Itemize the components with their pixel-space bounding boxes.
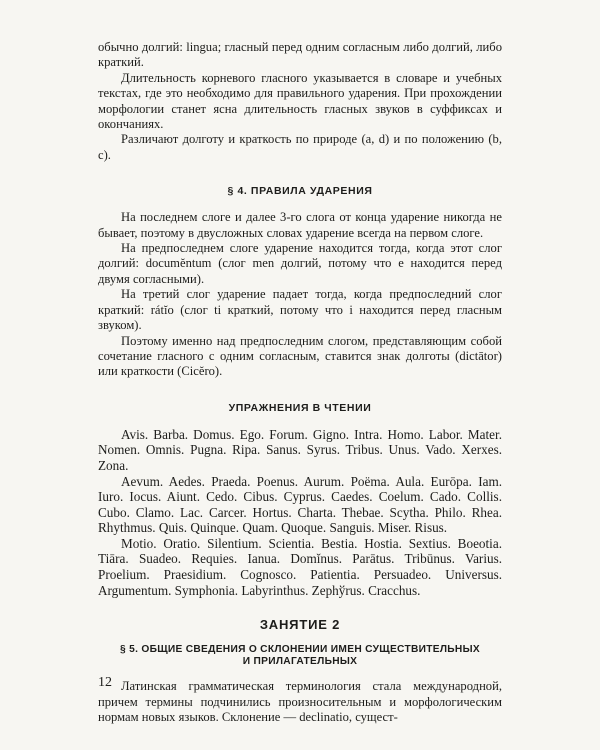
paragraph-top-3: Различают долготу и краткость по природе (а, d) и по положению (b, с). (98, 132, 502, 162)
exercises-heading: УПРАЖНЕНИЯ В ЧТЕНИИ (228, 401, 372, 414)
paragraph-top-2: Длительность корневого гласного указывается в словаре и учебных текстах, где это необходимо для правильного ударения. При прохождении морфологии станет ясна длительность гласных звуков в суффиксах и окончаниях. (98, 70, 502, 132)
exercise-paragraph-3: Motio. Oratio. Silentium. Scientia. Bestia. Hostia. Sextius. Boeotia. Tiāra. Suadeo. Requies. Ianua. Domĭnus. Parātus. Tribūnus. Varius. Proelium. Praesidium. Cognosco. Patientia. Persuadeo. Universus. Argumentum. Symphonia. Labyrinthus. Zephўrus. Cracchus. (98, 535, 502, 598)
section-4-paragraph-2: На предпоследнем слоге ударение находится тогда, когда этот слог долгий: documĕntum (слог men долгий, потому что е находится перед двумя согласными). (98, 241, 502, 286)
section-4-paragraph-3: На третий слог ударение падает тогда, когда предпоследний слог краткий: rátĭo (слог ti краткий, потому что i находится перед гласным звуком). (98, 287, 502, 333)
exercise-paragraph-2: Aevum. Aedes. Praeda. Poenus. Aurum. Poëma. Aula. Eurōpa. Iam. Iuro. Iocus. Aiunt. Cedo. Cibus. Cyprus. Caedes. Coelum. Cado. Collis. Cubo. Clamo. Lac. Carcer. Hortus. Charta. Thebae. Scytha. Philo. Rhea. Rhythmus. Quis. Quinque. Quam. Quoque. Sanguis. Miser. Risus. (98, 473, 502, 536)
lesson-title: ЗАНЯТИЕ 2 (259, 617, 341, 633)
section-4-paragraph-4: Поэтому именно над предпоследним слогом, представляющим собой сочетание гласного с одним согласным, ставится знак долготы (dictātor) или краткости (Cicĕro). (98, 333, 502, 379)
section-5-heading (98, 644, 502, 668)
section-4-paragraph-1: На последнем слоге и далее 3-го слога от конца ударение никогда не бывает, поэтому в двусложных словах ударение всегда на первом слоге. (98, 210, 502, 240)
section-5-heading-line-2: И ПРИЛАГАТЕЛЬНЫХ (242, 656, 358, 668)
section-5-paragraph: Латинская грамматическая терминология стала международной, причем термины подчинились произносительным и морфологическим нормам новых языков. Склонение — declinatio, сущест- (98, 679, 502, 725)
paragraph-top-1: обычно долгий: lingua; гласный перед одним согласным либо долгий, либо краткий. (98, 40, 502, 70)
section-5-heading-line-1: § 5. ОБЩИЕ СВЕДЕНИЯ О СКЛОНЕНИИ ИМЕН СУЩЕСТВИТЕЛЬНЫХ (120, 644, 480, 656)
section-4-heading: § 4. ПРАВИЛА УДАРЕНИЯ (227, 185, 373, 198)
page-number: 12 (98, 675, 112, 690)
exercise-paragraph-1: Avis. Barba. Domus. Ego. Forum. Gigno. Intra. Homo. Labor. Mater. Nomen. Omnis. Pugna. Ripa. Sanus. Syrus. Tribus. Unus. Vado. Xerxes. Zona. (98, 426, 502, 473)
